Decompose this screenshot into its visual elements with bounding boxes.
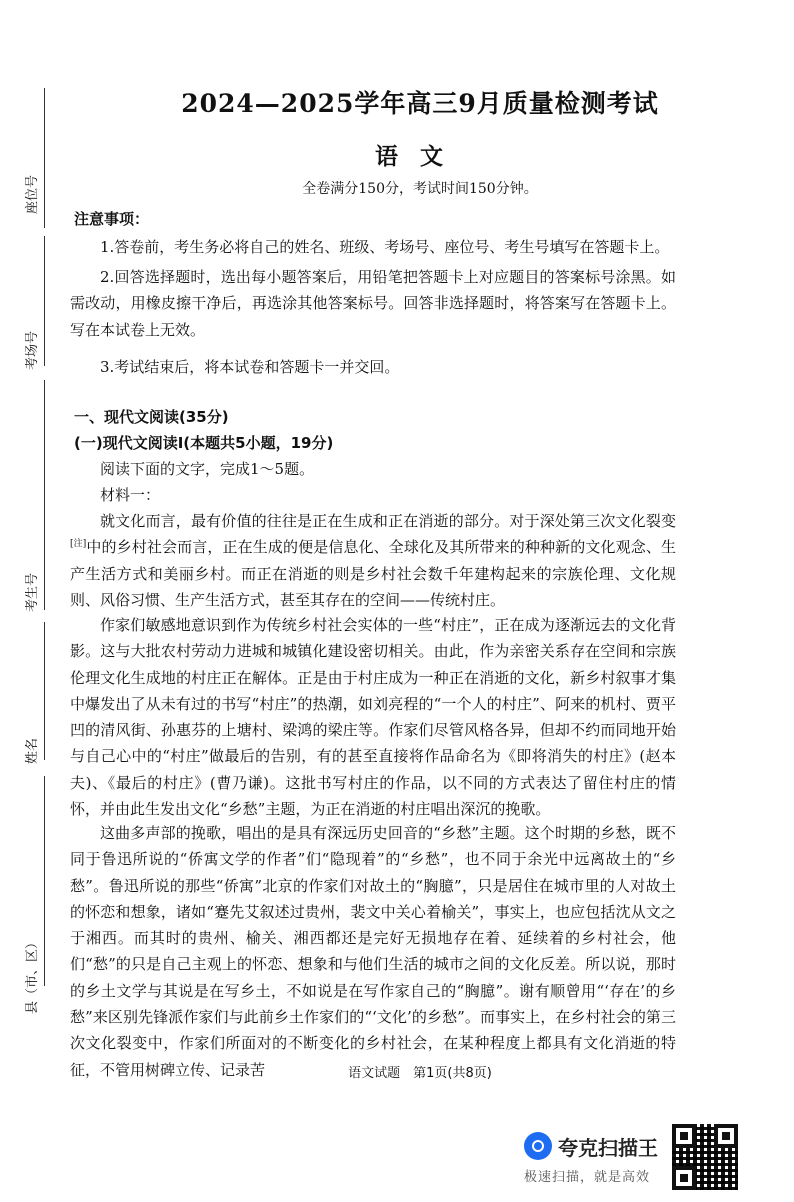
seat-label: 座位号: [25, 174, 40, 214]
name-line: [44, 622, 45, 760]
paragraph-2: 作家们敏感地意识到作为传统乡村社会实体的一些“村庄”，正在成为逐渐远去的文化背影。这与大批农村劳动力进城和城镇化建设密切相关。由此，作为亲密关系存在空间和宗族伦理文化生成地的村庄正在解体。正是由于村庄成为一种正在消逝的文化，新乡村叙事才集中爆发出了从未有过的书写“村庄”的热潮，如刘亮程的“一个人的村庄”、阿来的机村、贾平凹的清风街、孙惠芬的上塘村、梁鸿的梁庄等。作家们尽管风格各异，但却不约而同地开始与自己心中的“村庄”做最后的告别，有的甚至直接将作品命名为《即将消失的村庄》(赵本夫)、《最后的村庄》(曹乃谦)。这批书写村庄的作品，以不同的方式表达了留住村庄的情怀，并由此生发出文化“乡愁”主题，为正在消逝的村庄唱出深沉的挽歌。: [70, 616, 676, 819]
section-subtitle: (一)现代文阅读Ⅰ(本题共5小题，19分): [74, 434, 334, 452]
reading-instruction: 阅读下面的文字，完成1～5题。: [100, 460, 315, 478]
exam-room-line: [44, 236, 45, 366]
paragraph-1-part-a: 就文化而言，最有价值的往往是正在生成和正在消逝的部分。对于深处第三次文化裂变: [100, 512, 676, 530]
qr-finder-icon: [714, 1124, 738, 1148]
section-title: 一、现代文阅读(35分): [74, 408, 229, 426]
seat-line: [44, 88, 45, 228]
exam-title: 2024—2025学年高三9月质量检测考试: [181, 89, 659, 118]
scanner-watermark: [524, 1124, 784, 1196]
county-line: [44, 776, 45, 986]
material-label: 材料一：: [100, 486, 161, 504]
qr-finder-icon: [672, 1166, 696, 1190]
page-footer: 语文试题 第1页(共8页): [348, 1066, 492, 1081]
note-item-1: 1.答卷前，考生务必将自己的姓名、班级、考场号、座位号、考生号填写在答题卡上。: [100, 238, 670, 256]
qr-code-icon: [672, 1124, 738, 1190]
quark-logo-icon: [524, 1132, 552, 1160]
paragraph-3: 这曲多声部的挽歌，唱出的是具有深远历史回音的“乡愁”主题。这个时期的乡愁，既不同于鲁迅所说的“侨寓文学的作者”们“隐现着”的“乡愁”，也不同于余光中远离故土的“乡愁”。鲁迅所说的那些“侨寓”北京的作家们对故土的“胸臆”，只是居住在城市里的人对故土的怀恋和想象，诸如“蹇先艾叙述过贵州，裴文中关心着榆关”，事实上，也应包括沈从文之于湘西。而其时的贵州、榆关、湘西都还是完好无损地存在着、延续着的乡村社会，他们“愁”的只是自己主观上的怀恋、想象和与他们生活的城市之间的文化反差。所以说，那时的乡土文学与其说是在写乡土，不如说是在写作家自己的“胸臆”。谢有顺曾用“‘存在’的乡愁”来区别先锋派作家们与此前乡土作家们的“‘文化’的乡愁”。而事实上，在乡村社会的第三次文化裂变中，作家们所面对的不断变化的乡村社会，在某种程度上都具有文化消逝的特征，不管用树碑立传、记录苦: [70, 824, 676, 1079]
county-label: 县（市、区）: [25, 935, 40, 1014]
note-item-2: 2.回答选择题时，选出每小题答案后，用铅笔把答题卡上对应题目的答案标号涂黑。如需改动，用橡皮擦干净后，再选涂其他答案标号。回答非选择题时，将答案写在答题卡上。写在本试卷上无效。: [70, 268, 676, 339]
paragraph-1: [70, 508, 676, 613]
notes-title: 注意事项：: [74, 210, 150, 228]
watermark-brand: 夸克扫描王: [558, 1136, 658, 1160]
subject-title: 语文: [375, 143, 465, 170]
exam-room-label: 考场号: [25, 330, 40, 370]
exam-number-label: 考生号: [25, 572, 40, 612]
full-score-note: 全卷满分150分，考试时间150分钟。: [302, 181, 538, 197]
name-label: 姓名: [25, 737, 40, 764]
note-item-3: 3.考试结束后，将本试卷和答题卡一并交回。: [100, 358, 400, 376]
watermark-slogan: 极速扫描，就是高效: [524, 1170, 651, 1185]
footnote-marker: [注]: [70, 539, 87, 550]
exam-number-line: [44, 380, 45, 610]
qr-finder-icon: [672, 1124, 696, 1148]
binding-margin: [0, 0, 58, 1202]
paragraph-1-part-b: 中的乡村社会而言，正在生成的便是信息化、全球化及其所带来的种种新的文化观念、生产生活方式和美丽乡村。而正在消逝的则是乡村社会数千年建构起来的宗族伦理、文化规则、风俗习惯、生产生活方式，甚至其存在的空间——传统村庄。: [70, 538, 676, 609]
